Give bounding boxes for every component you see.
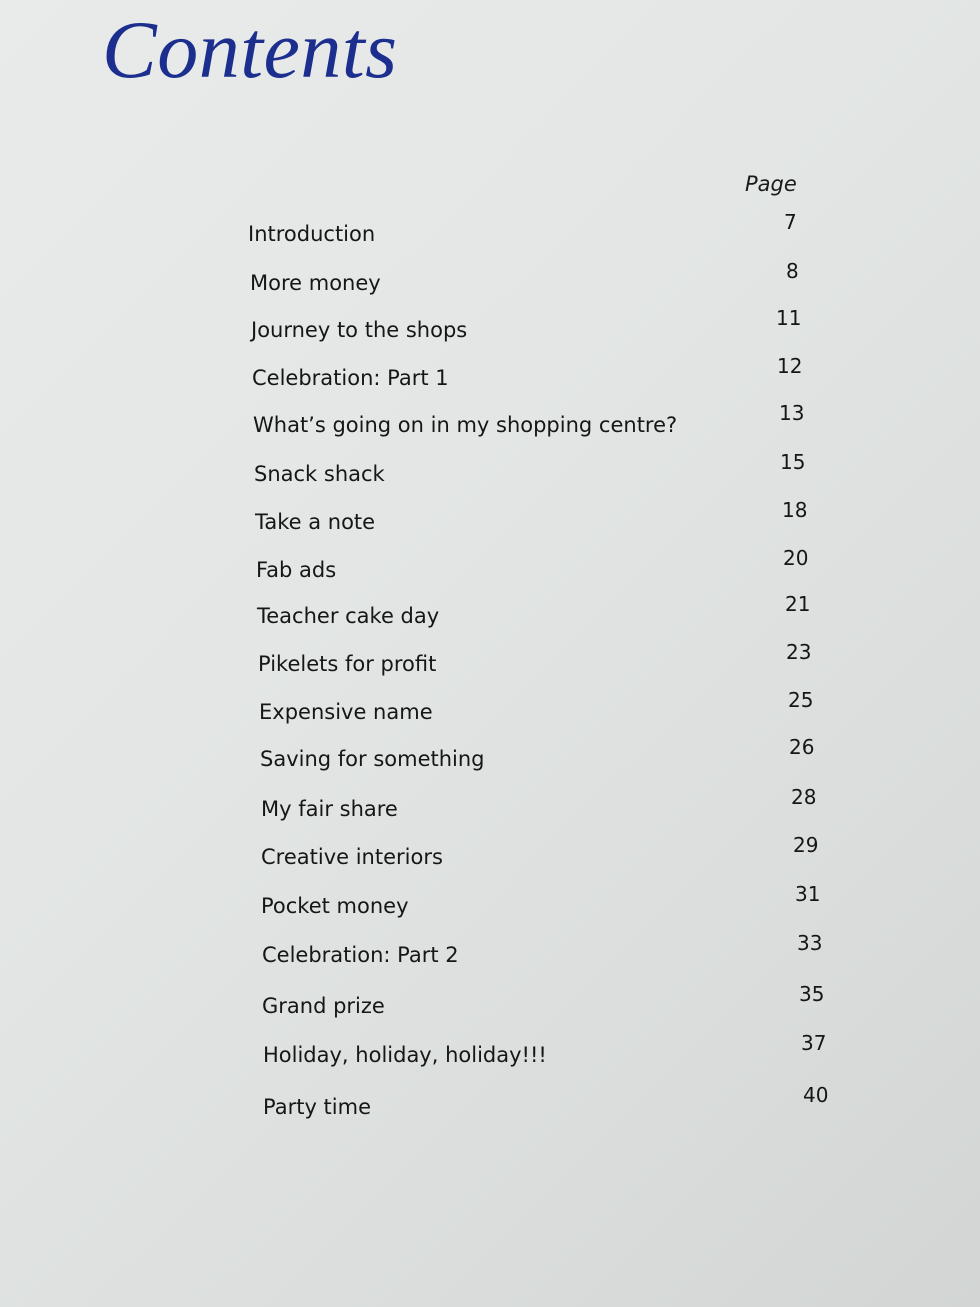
toc-entry-page-number: 18 [782, 498, 808, 522]
page-column-header: Page [745, 172, 797, 196]
toc-entry-page-number: 25 [788, 688, 814, 712]
toc-entry-page-number: 31 [795, 882, 821, 906]
toc-entry-title: Grand prize [262, 994, 385, 1018]
toc-entry-title: My fair share [261, 797, 398, 821]
toc-entry [0, 735, 980, 787]
toc-entry [0, 833, 980, 885]
toc-entry-page-number: 28 [791, 785, 817, 809]
toc-entry [0, 546, 980, 598]
toc-entry-title: Pikelets for profit [258, 652, 437, 676]
toc-entry [0, 882, 980, 934]
toc-entry-page-number: 7 [784, 210, 797, 234]
toc-entry-title: Saving for something [260, 747, 485, 771]
toc-entry-page-number: 29 [793, 833, 819, 857]
toc-entry-page-number: 40 [803, 1083, 829, 1107]
toc-entry-page-number: 15 [780, 450, 806, 474]
toc-entry-title: Holiday, holiday, holiday!!! [263, 1043, 547, 1067]
toc-entry [0, 592, 980, 644]
toc-entry-title: Take a note [255, 510, 376, 534]
toc-entry-title: Fab ads [256, 558, 337, 582]
toc-entry [0, 640, 980, 692]
toc-entry-title: Journey to the shops [251, 318, 468, 342]
toc-entry-title: Pocket money [261, 894, 409, 918]
toc-entry [0, 688, 980, 740]
toc-entry [0, 210, 980, 262]
toc-entry [0, 401, 980, 453]
toc-entry-page-number: 35 [799, 982, 825, 1006]
page-title: Contents [102, 4, 398, 95]
toc-entry-title: Party time [263, 1095, 372, 1119]
toc-entry-page-number: 21 [785, 592, 811, 616]
toc-entry [0, 498, 980, 550]
toc-entry-page-number: 12 [777, 354, 803, 378]
toc-entry-page-number: 11 [776, 306, 802, 330]
toc-entry-title: What’s going on in my shopping centre? [253, 413, 678, 437]
toc-entry-title: Expensive name [259, 700, 433, 724]
toc-entry-title: Celebration: Part 1 [252, 366, 449, 390]
toc-entry-page-number: 33 [797, 931, 823, 955]
toc-entry [0, 785, 980, 837]
toc-entry [0, 1083, 980, 1135]
toc-entry-page-number: 20 [783, 546, 809, 570]
toc-entry [0, 931, 980, 983]
toc-entry [0, 259, 980, 311]
toc-entry [0, 1031, 980, 1083]
toc-entry-title: Creative interiors [261, 845, 443, 869]
toc-entry-title: Celebration: Part 2 [262, 943, 459, 967]
toc-entry-title: More money [250, 271, 381, 295]
toc-entry-page-number: 26 [789, 735, 815, 759]
toc-entry-page-number: 13 [779, 401, 805, 425]
toc-entry [0, 306, 980, 358]
toc-entry-page-number: 23 [786, 640, 812, 664]
toc-entry-page-number: 8 [786, 259, 799, 283]
toc-entry-title: Teacher cake day [257, 604, 440, 628]
toc-entry-page-number: 37 [801, 1031, 827, 1055]
toc-entry-title: Introduction [248, 222, 376, 246]
toc-entry [0, 982, 980, 1034]
toc-entry [0, 354, 980, 406]
toc-entry [0, 450, 980, 502]
toc-entry-title: Snack shack [254, 462, 385, 486]
